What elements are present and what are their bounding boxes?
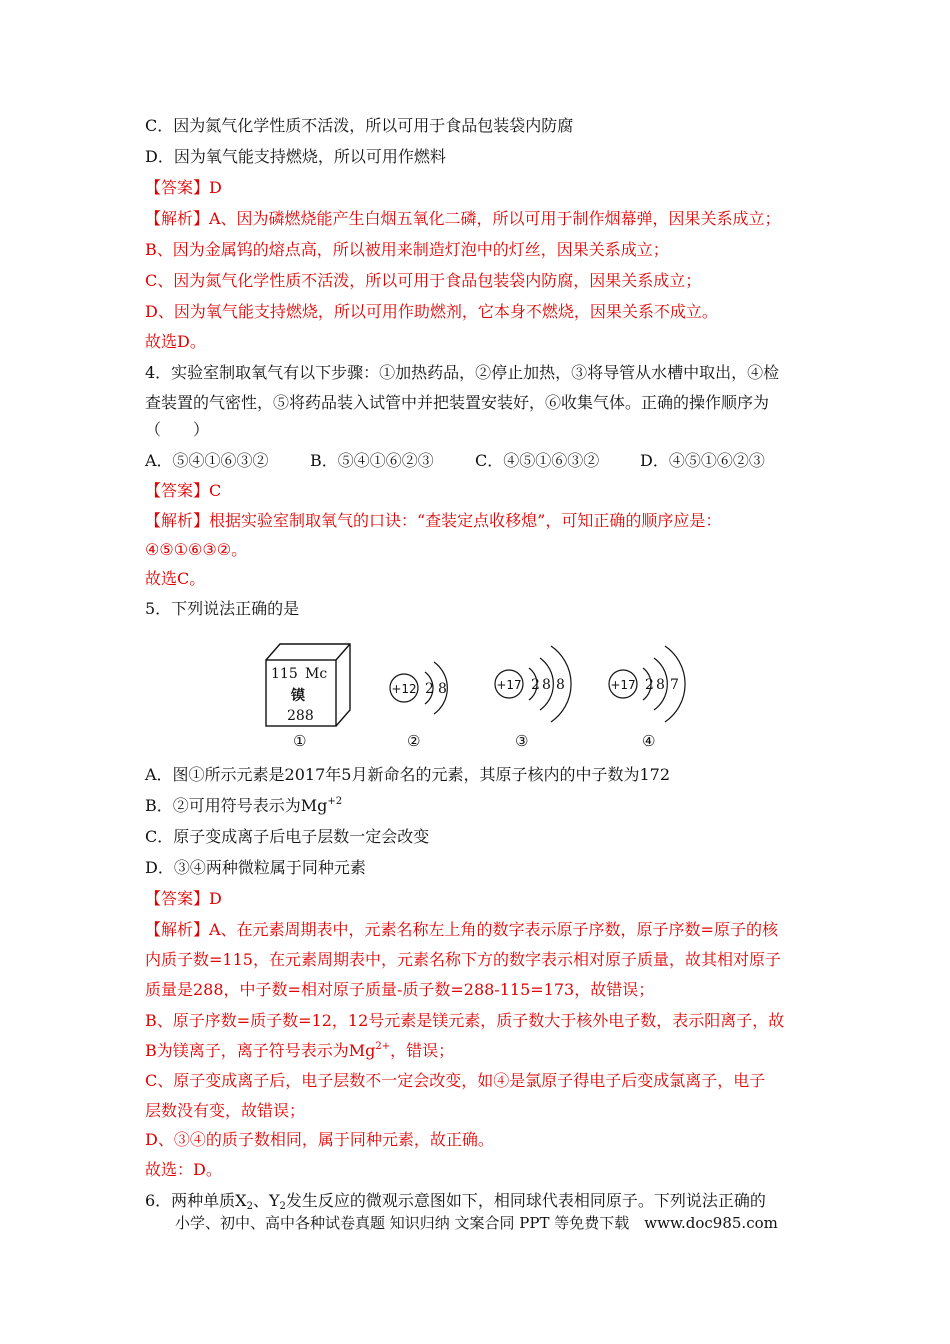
- q5-option-b-text: B．②可用符号表示为Mg: [145, 796, 328, 815]
- atom-2-shell-2: 8: [438, 681, 447, 697]
- q5-analysis-line: C、原子变成离子后，电子层数不一定会改变，如④是氯原子得电子后变成氯离子，电子: [145, 1071, 766, 1090]
- q4-option-c: C．④⑤①⑥③②: [475, 451, 600, 470]
- atom-3-nucleus: +17: [496, 678, 522, 692]
- q5-stem: 5．下列说法正确的是: [145, 599, 300, 618]
- q5-conclusion: 故选：D。: [145, 1160, 222, 1179]
- element-number: 115: [271, 666, 298, 682]
- q5-analysis-charge: 2+: [375, 1041, 391, 1052]
- q5-analysis-line: B、原子序数=质子数=12，12号元素是镁元素，质子数大于核外电子数，表示阳离子，故: [145, 1011, 785, 1030]
- q4-answer: 【答案】C: [145, 481, 222, 500]
- q5-answer: 【答案】D: [145, 889, 222, 908]
- q4-conclusion: 故选C。: [145, 569, 206, 588]
- atom-diagram-4: [609, 646, 685, 750]
- q6-stem-text: 、Y: [252, 1191, 280, 1210]
- q3-analysis-line: B、因为金属钨的熔点高，所以被用来制造灯泡中的灯丝，因果关系成立；: [145, 240, 669, 259]
- q3-conclusion: 故选D。: [145, 332, 206, 351]
- q5-option-b-charge: +2: [327, 796, 343, 807]
- figure-label-4: ④: [642, 732, 656, 750]
- q4-option-a: A．⑤④①⑥③②: [145, 451, 269, 470]
- q3-option-c: C．因为氮气化学性质不活泼，所以可用于食品包装袋内防腐: [145, 116, 574, 135]
- q5-option-c: C．原子变成离子后电子层数一定会改变: [145, 827, 430, 846]
- q3-option-d: D．因为氧气能支持燃烧，所以可用作燃料: [145, 147, 446, 166]
- q4-analysis-line: 【解析】根据实验室制取氧气的口诀：“查装定点收移熄”，可知正确的顺序应是：: [145, 511, 722, 530]
- atom-4-shell-1: 2: [645, 677, 654, 693]
- atom-3-shell-1: 2: [531, 677, 540, 693]
- figure-label-2: ②: [407, 732, 421, 750]
- q6-stem: [145, 1190, 815, 1212]
- figure-label-3: ③: [515, 732, 529, 750]
- q5-analysis-line: 内质子数=115，在元素周期表中，元素名称下方的数字表示相对原子质量，故其相对原子: [145, 950, 781, 969]
- q5-analysis-line: 【解析】A、在元素周期表中，元素名称左上角的数字表示原子序数，原子序数=原子的核: [145, 920, 778, 939]
- q5-figure: [255, 632, 705, 754]
- q3-analysis-line: C、因为氮气化学性质不活泼，所以可用于食品包装袋内防腐，因果关系成立；: [145, 271, 702, 290]
- atom-4-shell-2: 8: [656, 677, 665, 693]
- q4-stem-line: 查装置的气密性，⑤将药品装入试管中并把装置安装好，⑥收集气体。正确的操作顺序为: [145, 393, 770, 412]
- q4-option-d: D．④⑤①⑥②③: [640, 451, 765, 470]
- q6-subscript: 2: [279, 1201, 286, 1212]
- q4-option-b: B．⑤④①⑥②③: [310, 451, 434, 470]
- q5-analysis-text: B为镁离子，离子符号表示为Mg: [145, 1041, 376, 1060]
- q4-stem-line: （ ）: [145, 420, 210, 439]
- q4-options: [145, 450, 815, 472]
- atom-4-nucleus: +17: [610, 678, 636, 692]
- element-name: 镆: [291, 688, 305, 704]
- page-footer: 小学、初中、高中各种试卷真题 知识归纳 文案合同 PPT 等免费下载 www.doc985.com: [175, 1214, 778, 1232]
- q5-analysis-line: 质量是288，中子数=相对原子质量-质子数=288-115=173，故错误；: [145, 980, 655, 999]
- element-symbol: Mc: [305, 666, 328, 682]
- q5-analysis-line: [145, 1040, 815, 1062]
- atom-3-shell-3: 8: [556, 677, 565, 693]
- q5-analysis-line: D、③④的质子数相同，属于同种元素，故正确。: [145, 1130, 494, 1149]
- q5-option-b: [145, 795, 815, 817]
- q6-stem-text: 6．两种单质X: [145, 1191, 247, 1210]
- element-mass: 288: [287, 708, 314, 724]
- q4-stem-line: 4．实验室制取氧气有以下步骤：①加热药品，②停止加热，③将导管从水槽中取出，④检: [145, 363, 780, 382]
- atom-2-shell-1: 2: [425, 681, 434, 697]
- atom-diagram-2: [390, 662, 447, 750]
- atom-2-nucleus: +12: [391, 682, 417, 696]
- q5-option-d: D．③④两种微粒属于同种元素: [145, 858, 366, 877]
- q3-analysis-line: 【解析】A、因为磷燃烧能产生白烟五氧化二磷，所以可用于制作烟幕弹，因果关系成立；: [145, 209, 781, 228]
- q6-stem-text: 发生反应的微观示意图如下，相同球代表相同原子。下列说法正确的: [285, 1191, 766, 1210]
- atom-diagram-3: [495, 646, 571, 750]
- q6-subscript: 2: [246, 1201, 253, 1212]
- q5-analysis-line: 层数没有变，故错误；: [145, 1101, 306, 1120]
- q5-analysis-text: ，错误；: [390, 1041, 455, 1060]
- q5-option-a: A．图①所示元素是2017年5月新命名的元素，其原子核内的中子数为172: [145, 765, 670, 784]
- figure-label-1: ①: [293, 732, 307, 750]
- atom-3-shell-2: 8: [542, 677, 551, 693]
- q3-answer: 【答案】D: [145, 178, 222, 197]
- q4-analysis-line: ④⑤①⑥③②。: [145, 540, 248, 559]
- q3-analysis-line: D、因为氧气能支持燃烧，所以可用作助燃剂，它本身不燃烧，因果关系不成立。: [145, 302, 718, 321]
- atom-4-shell-3: 7: [670, 677, 679, 693]
